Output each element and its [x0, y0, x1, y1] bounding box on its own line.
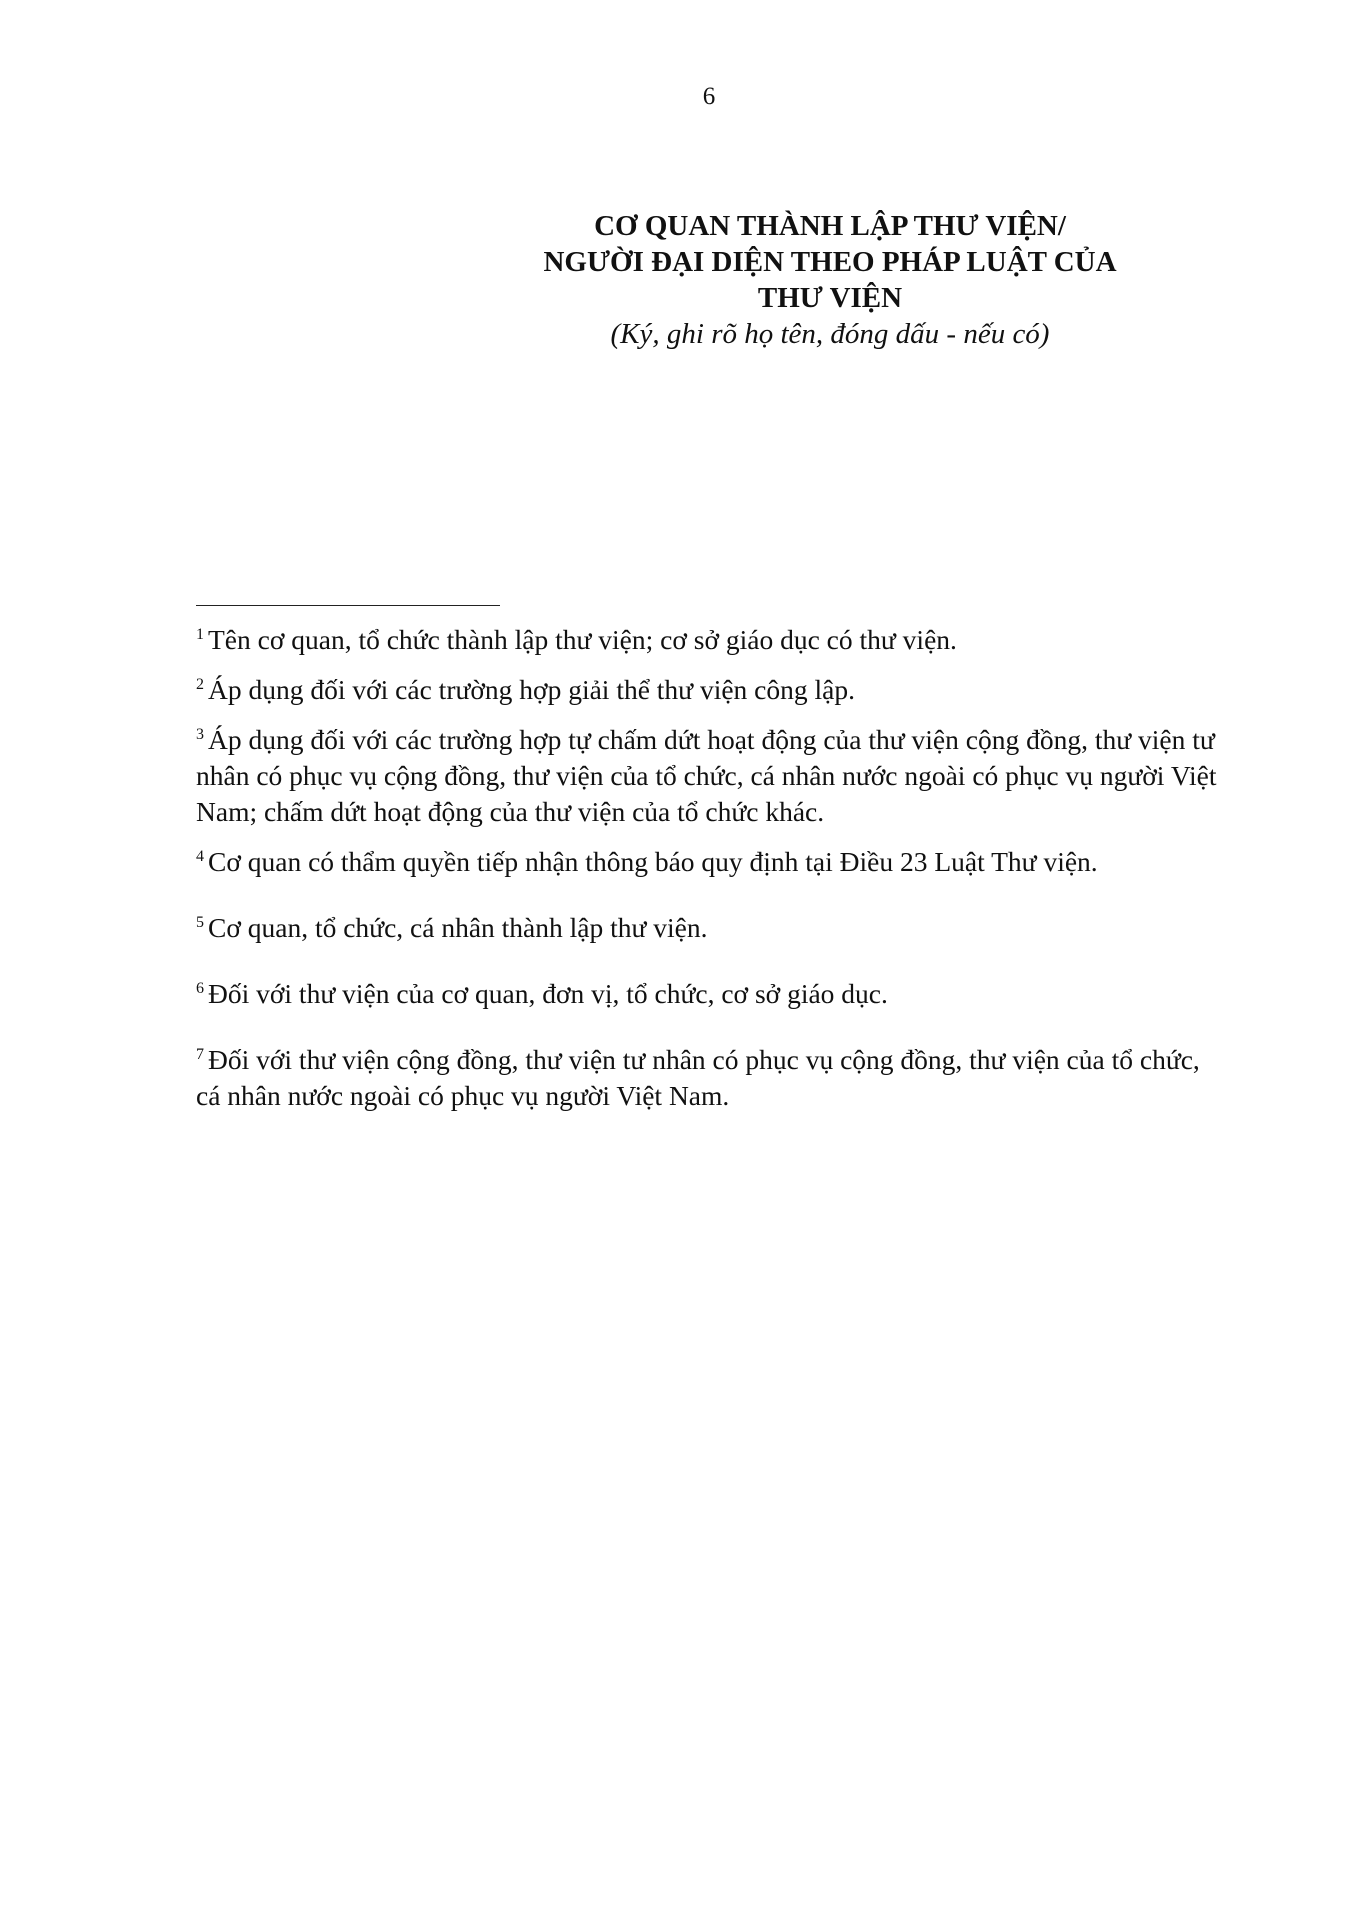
- footnotes-list: [196, 622, 1226, 1128]
- footnote-marker: 4: [196, 848, 204, 865]
- footnote-3: [196, 722, 1226, 830]
- page-number: 6: [702, 83, 716, 110]
- signature-title-line-3: THƯ VIỆN: [757, 282, 903, 314]
- footnote-6: [196, 976, 1226, 1012]
- footnote-1: [196, 622, 1226, 658]
- footnote-text: Áp dụng đối với các trường hợp tự chấm dứt hoạt động của thư viện cộng đồng, thư viện tư nhân có phục vụ cộng đồng, thư viện của tổ chức, cá nhân nước ngoài có phục vụ người Việt Nam; chấm dứt hoạt động của thư viện của tổ chức khác.: [196, 724, 1217, 827]
- footnote-text: Tên cơ quan, tổ chức thành lập thư viện; cơ sở giáo dục có thư viện.: [208, 624, 957, 655]
- footnote-marker: 2: [196, 676, 204, 693]
- footnote-text: Đối với thư viện cộng đồng, thư viện tư nhân có phục vụ cộng đồng, thư viện của tổ chức, cá nhân nước ngoài có phục vụ người Việt Nam.: [196, 1044, 1200, 1111]
- footnote-marker: 3: [196, 726, 204, 743]
- footnote-text: Cơ quan, tổ chức, cá nhân thành lập thư viện.: [208, 912, 708, 943]
- signature-title-line-2: NGƯỜI ĐẠI DIỆN THEO PHÁP LUẬT CỦA: [543, 246, 1117, 278]
- footnote-7: [196, 1042, 1226, 1114]
- footnote-text: Áp dụng đối với các trường hợp giải thể thư viện công lập.: [208, 674, 855, 705]
- footnote-text: Đối với thư viện của cơ quan, đơn vị, tổ chức, cơ sở giáo dục.: [208, 978, 888, 1009]
- signature-note: (Ký, ghi rõ họ tên, đóng dấu - nếu có): [610, 318, 1050, 350]
- footnote-divider: [196, 605, 500, 606]
- footnote-marker: 1: [196, 626, 204, 643]
- footnote-4: [196, 844, 1226, 880]
- signature-title-line-1: CƠ QUAN THÀNH LẬP THƯ VIỆN/: [594, 210, 1066, 242]
- footnote-marker: 7: [196, 1046, 204, 1063]
- signature-block: [480, 208, 1180, 352]
- footnote-2: [196, 672, 1226, 708]
- footnote-text: Cơ quan có thẩm quyền tiếp nhận thông báo quy định tại Điều 23 Luật Thư viện.: [208, 846, 1098, 877]
- footnote-marker: 5: [196, 914, 204, 931]
- footnote-marker: 6: [196, 980, 204, 997]
- footnote-5: [196, 910, 1226, 946]
